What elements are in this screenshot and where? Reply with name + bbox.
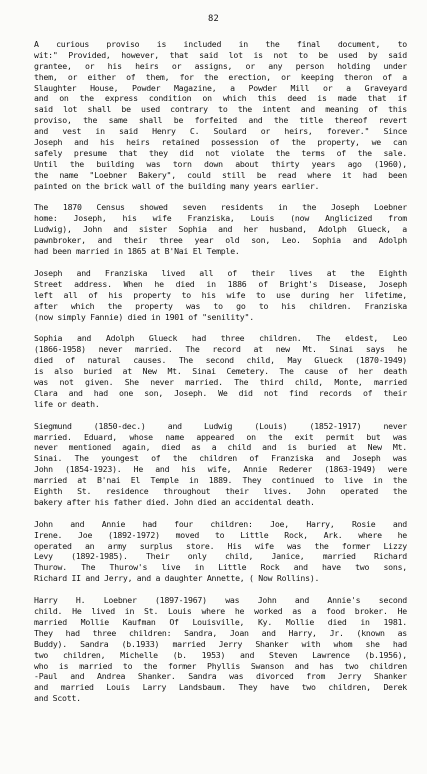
- text-line: bakery after his father died. John died an accidental death.: [34, 496, 315, 507]
- text-line: them, or either of them, for the erection, or keeping theron of a: [34, 71, 407, 82]
- text-line: Slaughter House, Powder Magazine, a Powder Mill or a Graveyard: [34, 82, 407, 93]
- text-line: married Mollie Kaufman Of Louisville, Ky. Mollie died in 1981.: [34, 616, 407, 627]
- text-line: married. Eduard, whose name appeared on the exit permit but was: [34, 431, 407, 442]
- text-line: Irene. Joe (1892-1972) moved to Little Rock, Ark. where he: [34, 529, 407, 540]
- text-line: and on the express condition on which this deed is made that if: [34, 93, 407, 104]
- text-line: John (1854-1923). He and his wife, Annie Rederer (1863-1949) were: [34, 464, 407, 475]
- paragraph: [34, 421, 407, 508]
- paragraph: [34, 268, 407, 322]
- text-line: (1866-1958) never married. The record at new Mt. Sinai says he: [34, 344, 407, 355]
- text-line: Richard II and Jerry, and a daughter Annette, ( Now Rollins).: [34, 573, 320, 584]
- text-line: home: Joseph, his wife Franziska, Louis (now Anglicized from: [34, 213, 407, 224]
- text-line: is also buried at New Mt. Sinai Cemetery. The cause of her death: [34, 366, 407, 377]
- page-body: [34, 39, 407, 715]
- text-line: never mentioned again, died as a child and is buried at New Mt.: [34, 442, 407, 453]
- text-line: proviso, the same shall be forfeited and the title thereof revert: [34, 115, 407, 126]
- text-line: Harry H. Loebner (1897-1967) was John and Annie's second: [34, 595, 407, 606]
- text-line: -Paul and Andrea Shanker. Sandra was divorced from Jerry Shanker: [34, 671, 407, 682]
- text-line: Joseph and his heirs retained possession of the property, we can: [34, 137, 407, 148]
- text-line: Until the building was torn down about thirty years ago (1960),: [34, 158, 407, 169]
- text-line: and Scott.: [34, 693, 81, 704]
- paragraph: [34, 202, 407, 256]
- text-line: wit:" Provided, however, that said lot is not to be used by said: [34, 49, 407, 60]
- text-line: Street address. When he died in 1886 of Bright's Disease, Joseph: [34, 278, 407, 289]
- paragraph: [34, 333, 407, 409]
- text-line: Joseph and Franziska lived all of their lives at the Eighth: [34, 267, 407, 278]
- text-line: Buddy). Sandra (b.1933) married Jerry Shanker with whom she had: [34, 638, 407, 649]
- text-line: John and Annie had four children: Joe, Harry, Rosie and: [34, 518, 407, 529]
- page-number: 82: [208, 14, 219, 24]
- text-line: A curious proviso is included in the final document, to: [34, 39, 407, 49]
- text-line: Sophia and Adolph Glueck had three children. The eldest, Leo: [34, 333, 407, 344]
- text-line: was not given. She never married. The third child, Monte, married: [34, 376, 407, 387]
- text-line: child. He lived in St. Louis where he worked as a food broker. He: [34, 606, 407, 617]
- text-line: They had three children: Sandra, Joan and Harry, Jr. (known as: [34, 627, 407, 638]
- text-line: painted on the brick wall of the building many years earlier.: [34, 180, 320, 191]
- text-line: Levy (1892-1985). Their only child, Janice, married Richard: [34, 551, 407, 562]
- text-line: grantee, or his heirs or assigns, or any person holding under: [34, 60, 407, 71]
- text-line: Eighth St. residence throughout their lives. John operated the: [34, 486, 407, 497]
- text-line: pawnbroker, and their three year old son, Leo. Sophia and Adolph: [34, 235, 407, 246]
- text-line: Clara and had one son, Joseph. We did not find records of their: [34, 387, 407, 398]
- text-line: who is married to the former Phyllis Swanson and has two children: [34, 660, 407, 671]
- text-line: had been married in 1865 at B'Nai El Temple.: [34, 246, 240, 257]
- text-line: Ludwig), John and sister Sophia and her husband, Adolph Glueck, a: [34, 224, 407, 235]
- text-line: Sinai. The youngest of the children of Franziska and Joseph was: [34, 453, 407, 464]
- paragraph: [34, 595, 407, 704]
- text-line: died of natural causes. The second child, May Glueck (1870-1949): [34, 355, 407, 366]
- text-line: (now simply Fannie) died in 1901 of "senility".: [34, 311, 254, 322]
- text-line: said lot shall be used contrary to the intent and meaning of this: [34, 104, 407, 115]
- paragraph: [34, 39, 407, 191]
- text-line: Thurow. The Thurow's live in Little Rock and have two sons,: [34, 562, 407, 573]
- text-line: and married Louis Larry Landsbaum. They have two children, Derek: [34, 682, 407, 693]
- paragraph: [34, 519, 407, 584]
- text-line: two children, Michelle (b. 1953) and Steven Lawrence (b.1956),: [34, 649, 407, 660]
- text-line: life or death.: [34, 398, 100, 409]
- text-line: and vest in said Henry C. Soulard or heirs, forever." Since: [34, 126, 407, 137]
- text-line: Siegmund (1850-dec.) and Ludwig (Louis) (1852-1917) never: [34, 420, 407, 431]
- text-line: The 1870 Census showed seven residents in the Joseph Loebner: [34, 202, 407, 213]
- text-line: after which the property was to go to his children. Franziska: [34, 300, 407, 311]
- text-line: safely presume that they did not violate the terms of the sale.: [34, 147, 407, 158]
- text-line: operated an army surplus store. His wife was the former Lizzy: [34, 540, 407, 551]
- text-line: left all of his property to his wife to use during her lifetime,: [34, 289, 407, 300]
- text-line: the name "Loebner Bakery", could still be read where it had been: [34, 169, 407, 180]
- text-line: married at B'nai El Temple in 1889. They continued to live in the: [34, 475, 407, 486]
